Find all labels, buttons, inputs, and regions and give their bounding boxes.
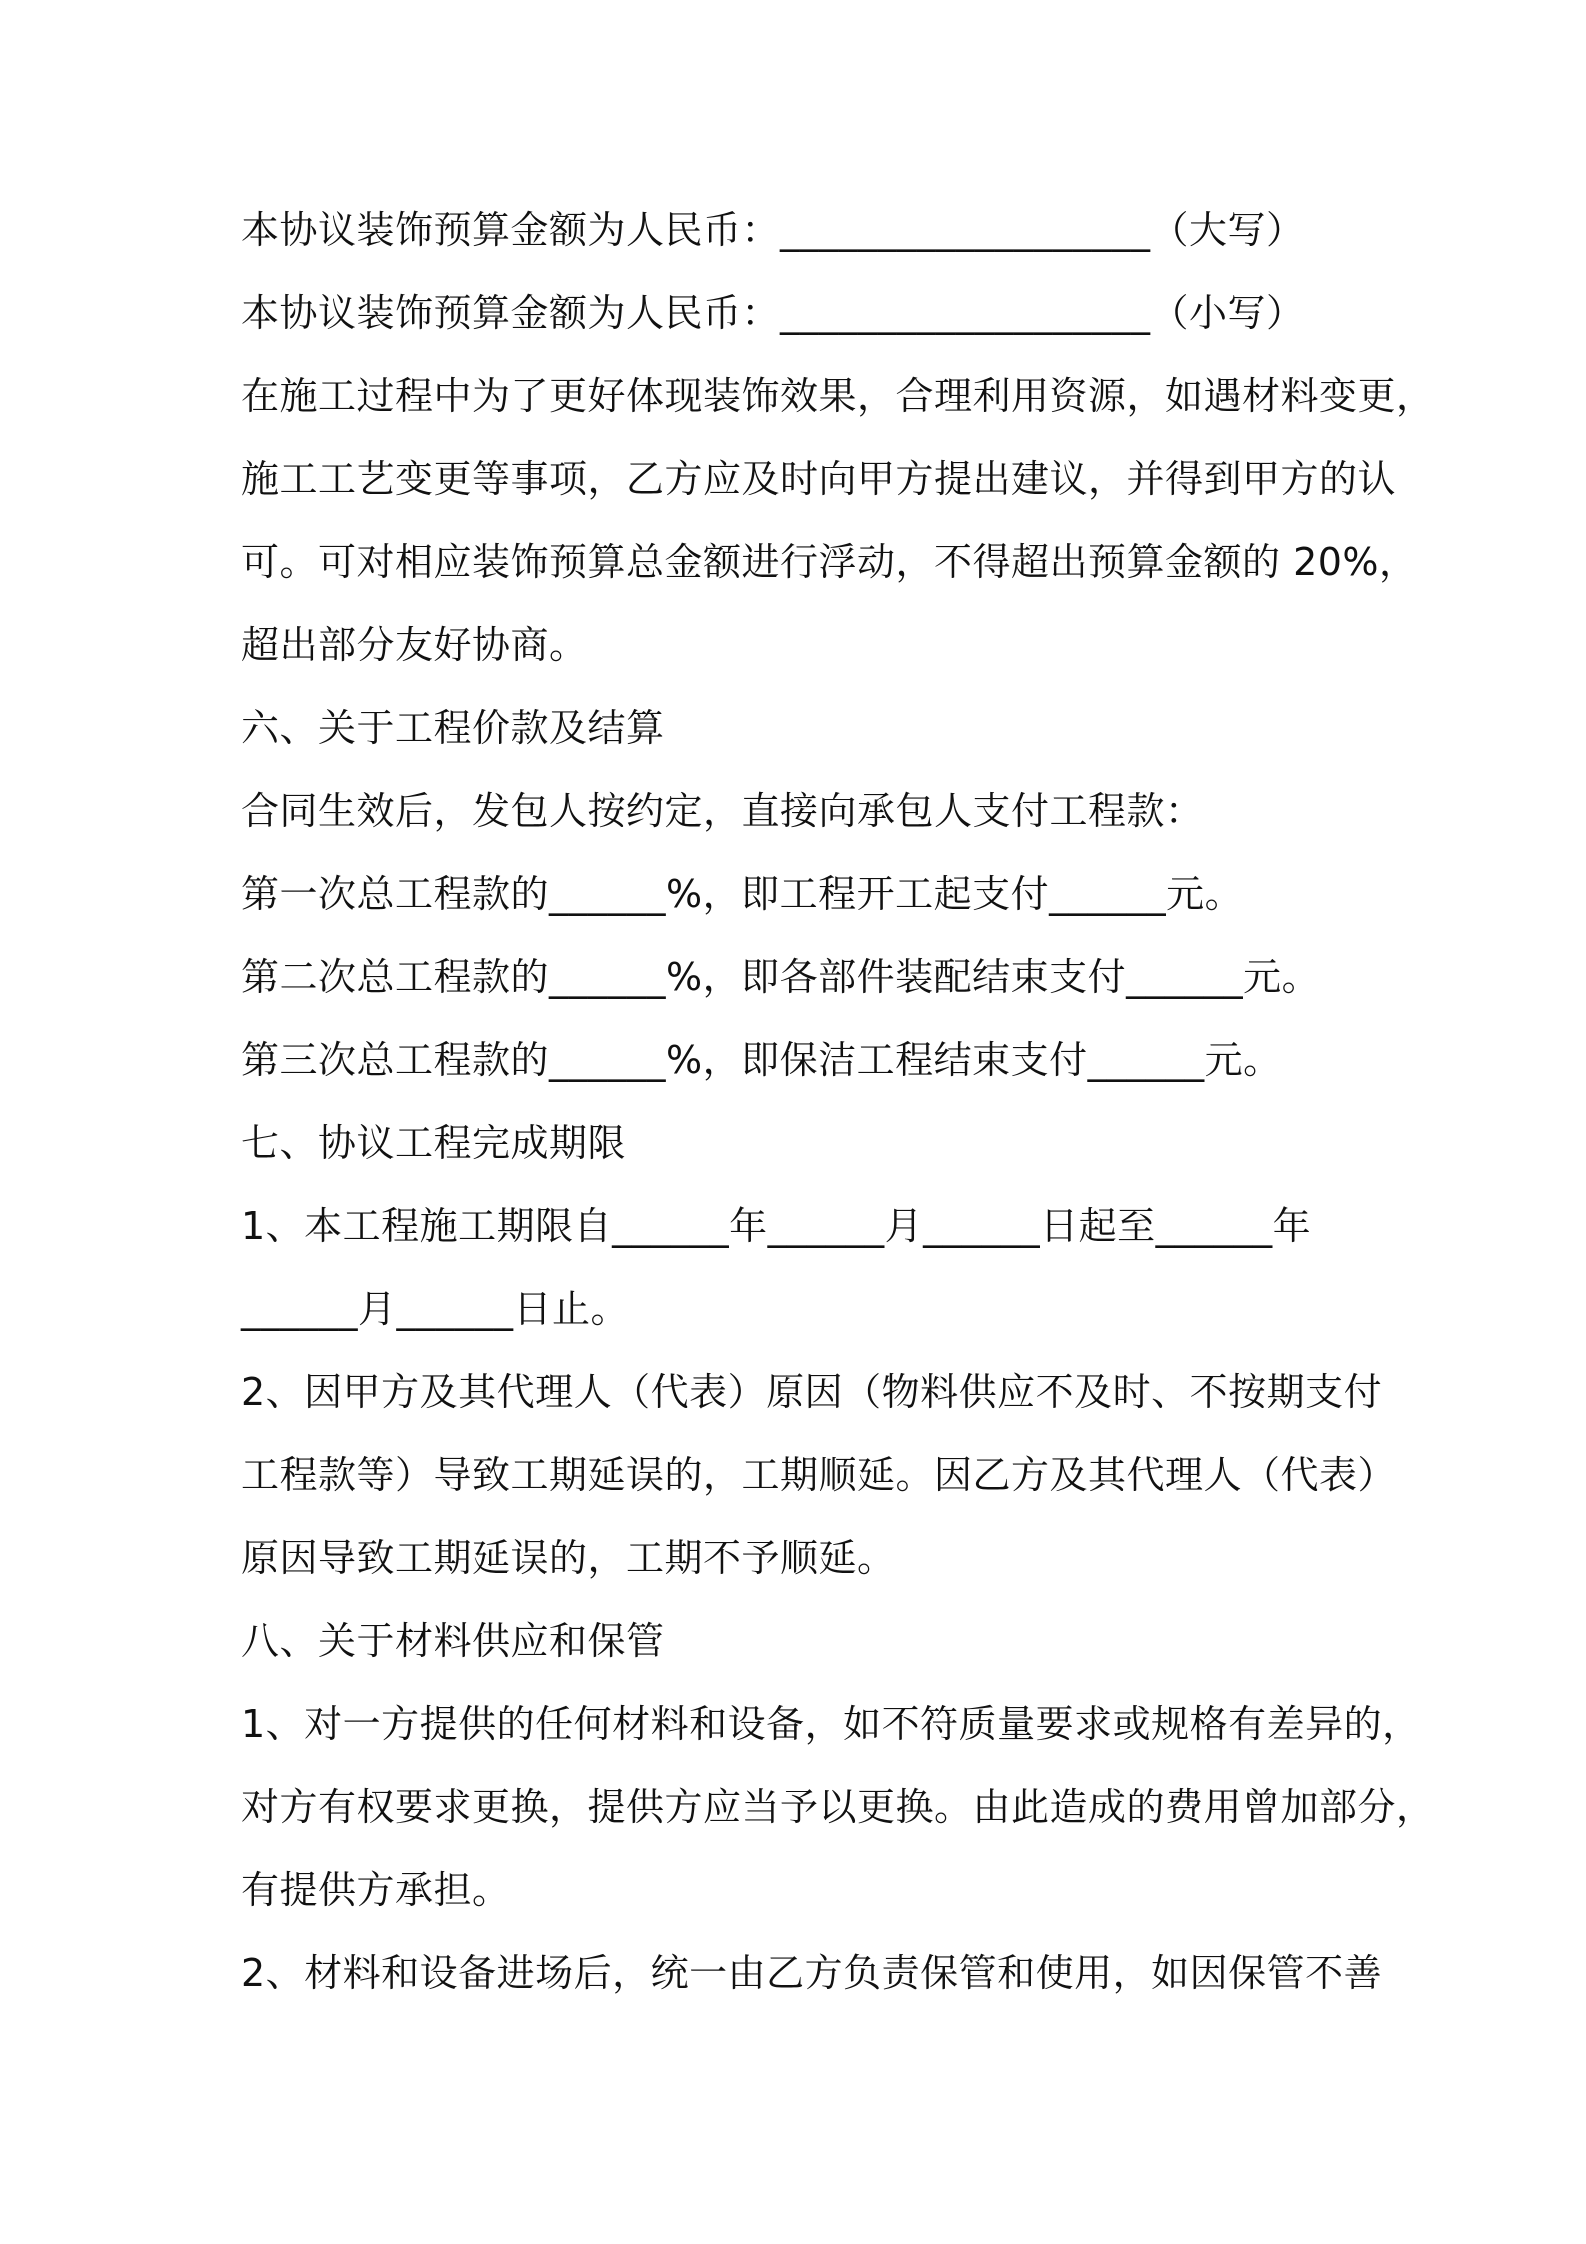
payment-line-2: 第二次总工程款的______%，即各部件装配结束支付______元。 xyxy=(241,955,1321,999)
section-heading-7: 七、协议工程完成期限 xyxy=(241,1121,627,1165)
payment-line-3: 第三次总工程款的______%，即保洁工程结束支付______元。 xyxy=(241,1038,1282,1082)
paragraph-line: 超出部分友好协商。 xyxy=(241,623,588,667)
budget-amount-lowercase-line: 本协议装饰预算金额为人民币：___________________（小写） xyxy=(241,291,1305,335)
section-heading-6: 六、关于工程价款及结算 xyxy=(241,706,665,750)
paragraph-line: ______月______日止。 xyxy=(241,1287,630,1331)
paragraph-line: 有提供方承担。 xyxy=(241,1868,511,1912)
paragraph-line: 2、因甲方及其代理人（代表）原因（物料供应不及时、不按期支付 xyxy=(241,1370,1383,1414)
budget-amount-uppercase-line: 本协议装饰预算金额为人民币：___________________（大写） xyxy=(241,208,1305,252)
paragraph-line: 合同生效后，发包人按约定，直接向承包人支付工程款： xyxy=(241,789,1204,833)
paragraph-line: 对方有权要求更换，提供方应当予以更换。由此造成的费用曾加部分， xyxy=(241,1785,1435,1829)
paragraph-line: 1、本工程施工期限自______年______月______日起至______年 xyxy=(241,1204,1312,1248)
paragraph-line: 工程款等）导致工期延误的，工期顺延。因乙方及其代理人（代表） xyxy=(241,1453,1397,1497)
paragraph-line: 施工工艺变更等事项，乙方应及时向甲方提出建议，并得到甲方的认 xyxy=(241,457,1397,501)
paragraph-line: 可。可对相应装饰预算总金额进行浮动，不得超出预算金额的 20%， xyxy=(241,540,1418,584)
paragraph-line: 在施工过程中为了更好体现装饰效果，合理利用资源，如遇材料变更， xyxy=(241,374,1435,418)
paragraph-line: 2、材料和设备进场后，统一由乙方负责保管和使用，如因保管不善 xyxy=(241,1951,1383,1995)
paragraph-line: 1、对一方提供的任何材料和设备，如不符质量要求或规格有差异的， xyxy=(241,1702,1421,1746)
section-heading-8: 八、关于材料供应和保管 xyxy=(241,1619,665,1663)
paragraph-line: 原因导致工期延误的，工期不予顺延。 xyxy=(241,1536,896,1580)
payment-line-1: 第一次总工程款的______%，即工程开工起支付______元。 xyxy=(241,872,1244,916)
